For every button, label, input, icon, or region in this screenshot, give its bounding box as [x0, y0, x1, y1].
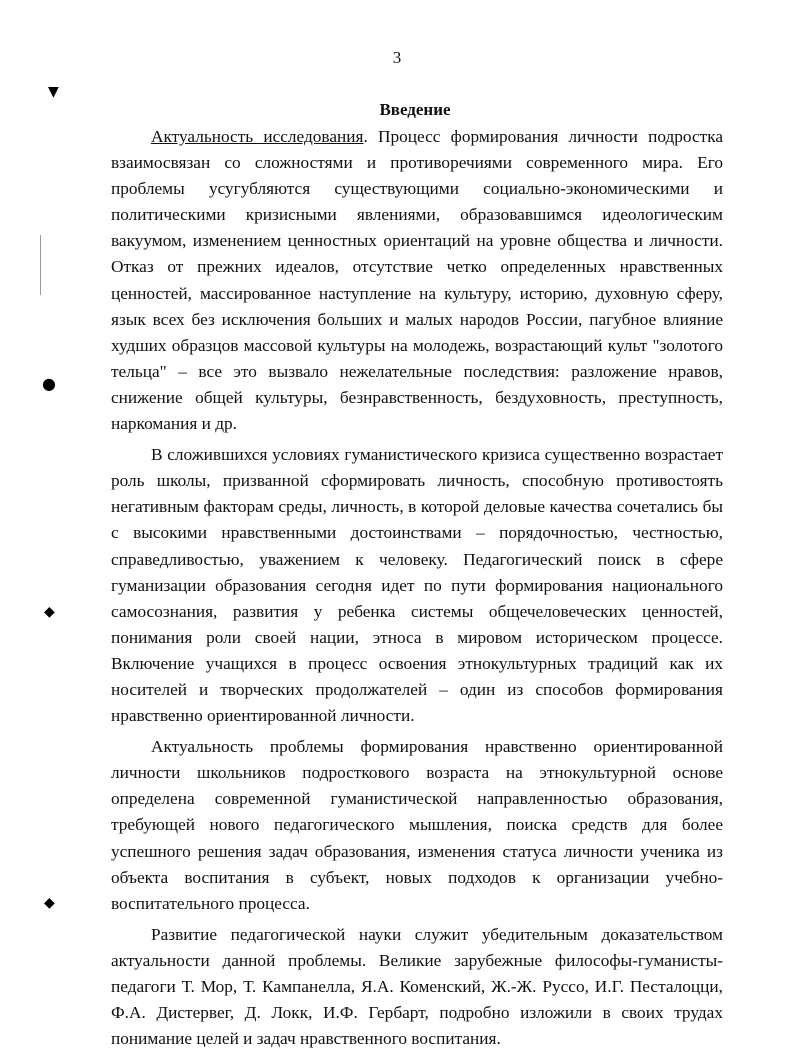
binder-hole-mark: ▼	[48, 84, 59, 100]
scan-speck	[40, 235, 41, 295]
page-heading: Введение	[379, 100, 451, 119]
binder-hole-mark: ●	[42, 374, 56, 393]
paragraph-4: Развитие педагогической науки служит убедительным доказательством актуальности данной проблемы. Великие зарубежные философы-гуманисты-педагоги Т. Мор, Т. Кампанелла, Я.А. Коменский, Ж.-Ж. Руссо, И.Г. Песталоцци, Ф.А. Дистервег, Д. Локк, И.Ф. Гербарт, подробно изложили в своих трудах понимание целей и задач нравственного воспитания.	[111, 924, 723, 1049]
binder-hole-mark: ◆	[44, 604, 55, 620]
paragraph-1-lead: Актуальность исследования	[151, 127, 364, 146]
binder-hole-mark: ◆	[44, 895, 55, 911]
paragraph-3: Актуальность проблемы формирования нравственно ориентированной личности школьников подросткового возраста на этнокультурной основе определена современной гуманистической направленностью образования, требующей нового педагогического мышления, поиска средств для более успешного решения задач образования, изменения статуса личности ученика из объекта воспитания в субъект, новых подходов к организации учебно-воспитательного процесса.	[111, 737, 723, 913]
paragraph-2: В сложившихся условиях гуманистического кризиса существенно возрастает роль школы, призванной сформировать личность, способную противостоять негативным факторам среды, личность, в которой деловые качества сочетались бы с высокими нравственными достоинствами – порядочностью, честностью, справедливостью, уважением к человеку. Педагогический поиск в сфере гуманизации образования сегодня идет по пути формирования национального самосознания, развития у ребенка системы общечеловеческих ценностей, понимания роли своей нации, этноса в мировом историческом процессе. Включение учащихся в процесс освоения этнокультурных традиций как их носителей и творческих продолжателей – один из способов формирования нравственно ориентированной личности.	[111, 445, 723, 726]
paragraph-1	[111, 124, 723, 437]
document-body	[111, 124, 723, 1057]
paragraph-1-text: . Процесс формирования личности подростка взаимосвязан со сложностями и противоречиями современного мира. Его проблемы усугубляются существующими социально-экономическими и политическими кризисными явлениями, образовавшимся идеологическим вакуумом, изменением ценностных ориентаций на уровне общества и личности. Отказ от прежних идеалов, отсутствие четко определенных нравственных ценностей, массированное наступление на культуру, историю, духовную сферу, язык всех без исключения больших и малых народов России, пагубное влияние худших образцов массовой культуры на молодежь, возрастающий культ "золотого тельца" – все это вызвало нежелательные последствия: разложение нравов, снижение общей культуры, безнравственность, бездуховность, преступность, наркомания и др.	[111, 127, 723, 434]
page-number: 3	[392, 48, 402, 67]
